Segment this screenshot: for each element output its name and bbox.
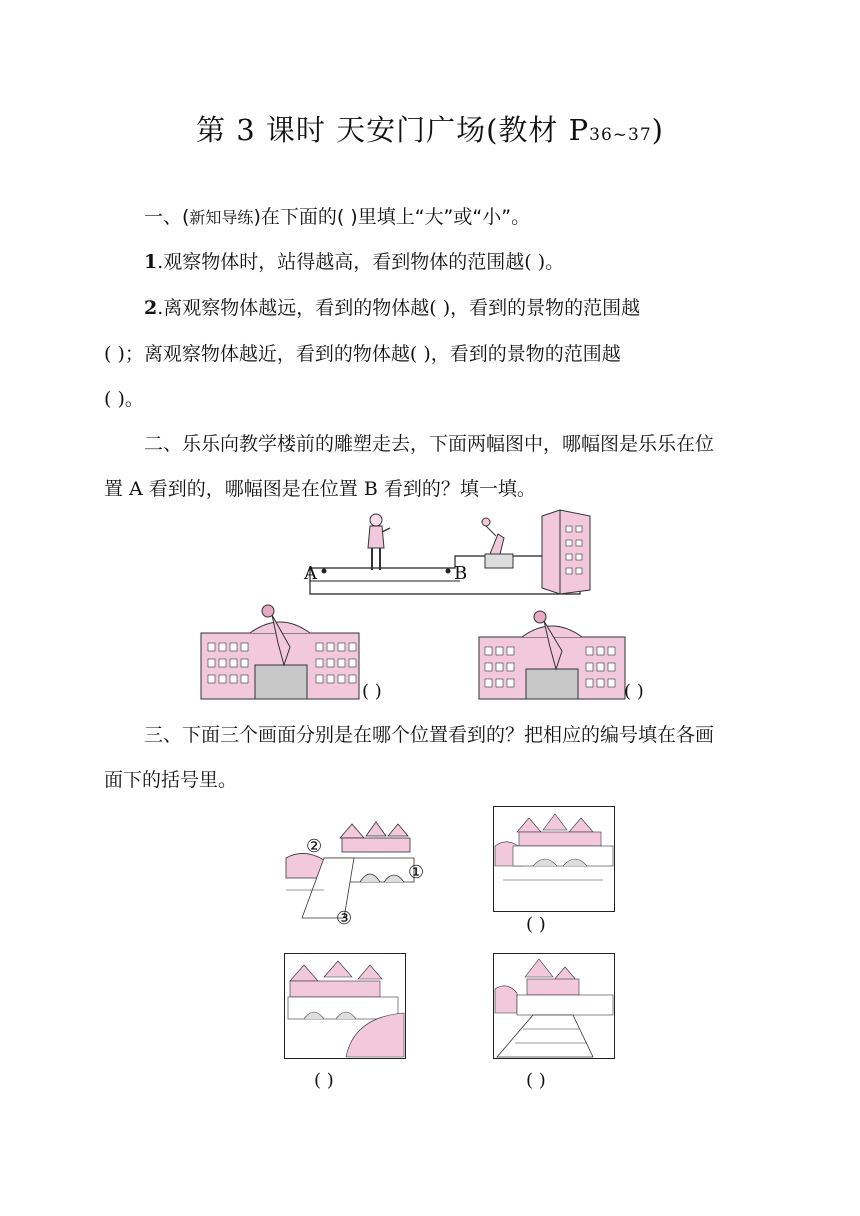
answer-blank-left[interactable]: ( ) [362,681,382,702]
question-2-line1: 2.离观察物体越远，看到的物体越( )，看到的景物的范围越 [144,297,641,319]
answer-blank-right[interactable]: ( ) [624,681,644,702]
point-a-label: A [304,563,317,584]
question-2-line2: ( )；离观察物体越近，看到的物体越( )，看到的景物的范围越 [104,343,621,365]
scene-path-diagram [290,508,600,600]
girl-figure [368,514,390,570]
statue-figure [482,518,513,568]
marker-3: ③ [336,908,353,929]
answer-view-bottom-right[interactable]: ( ) [526,1070,546,1091]
question-2-line3: ( )。 [104,388,144,410]
marker-2: ② [306,836,323,857]
point-b-dot [446,569,451,574]
section2-line1: 二、乐乐向教学楼前的雕塑走去，下面两幅图中，哪幅图是乐乐在位 [144,433,715,455]
bridge-view-bottom-left [284,953,406,1059]
page-title: 第 3 课时 天安门广场(教材 P36~37) [196,113,664,147]
view-picture-right [478,609,626,700]
view-picture-left [200,603,360,700]
answer-view-bottom-left[interactable]: ( ) [314,1070,334,1091]
question-1: 1.观察物体时，站得越高，看到物体的范围越( )。 [144,251,565,273]
section3-line1: 三、下面三个画面分别是在哪个位置看到的？把相应的编号填在各画 [144,724,715,746]
bridge-view-top-right [493,806,615,912]
building-figure [542,510,590,594]
point-a-dot [322,569,327,574]
section2-line2: 置 A 看到的，哪幅图是在位置 B 看到的？填一填。 [104,478,536,500]
bridge-view-bottom-right [493,953,615,1059]
marker-1: ① [408,862,425,883]
section1-heading: 一、(新知导练)在下面的( )里填上“大”或“小”。 [144,206,531,228]
path-outline [310,556,580,594]
point-b-label: B [454,563,468,584]
section3-line2: 面下的括号里。 [104,769,238,791]
answer-view-top-right[interactable]: ( ) [526,914,546,935]
